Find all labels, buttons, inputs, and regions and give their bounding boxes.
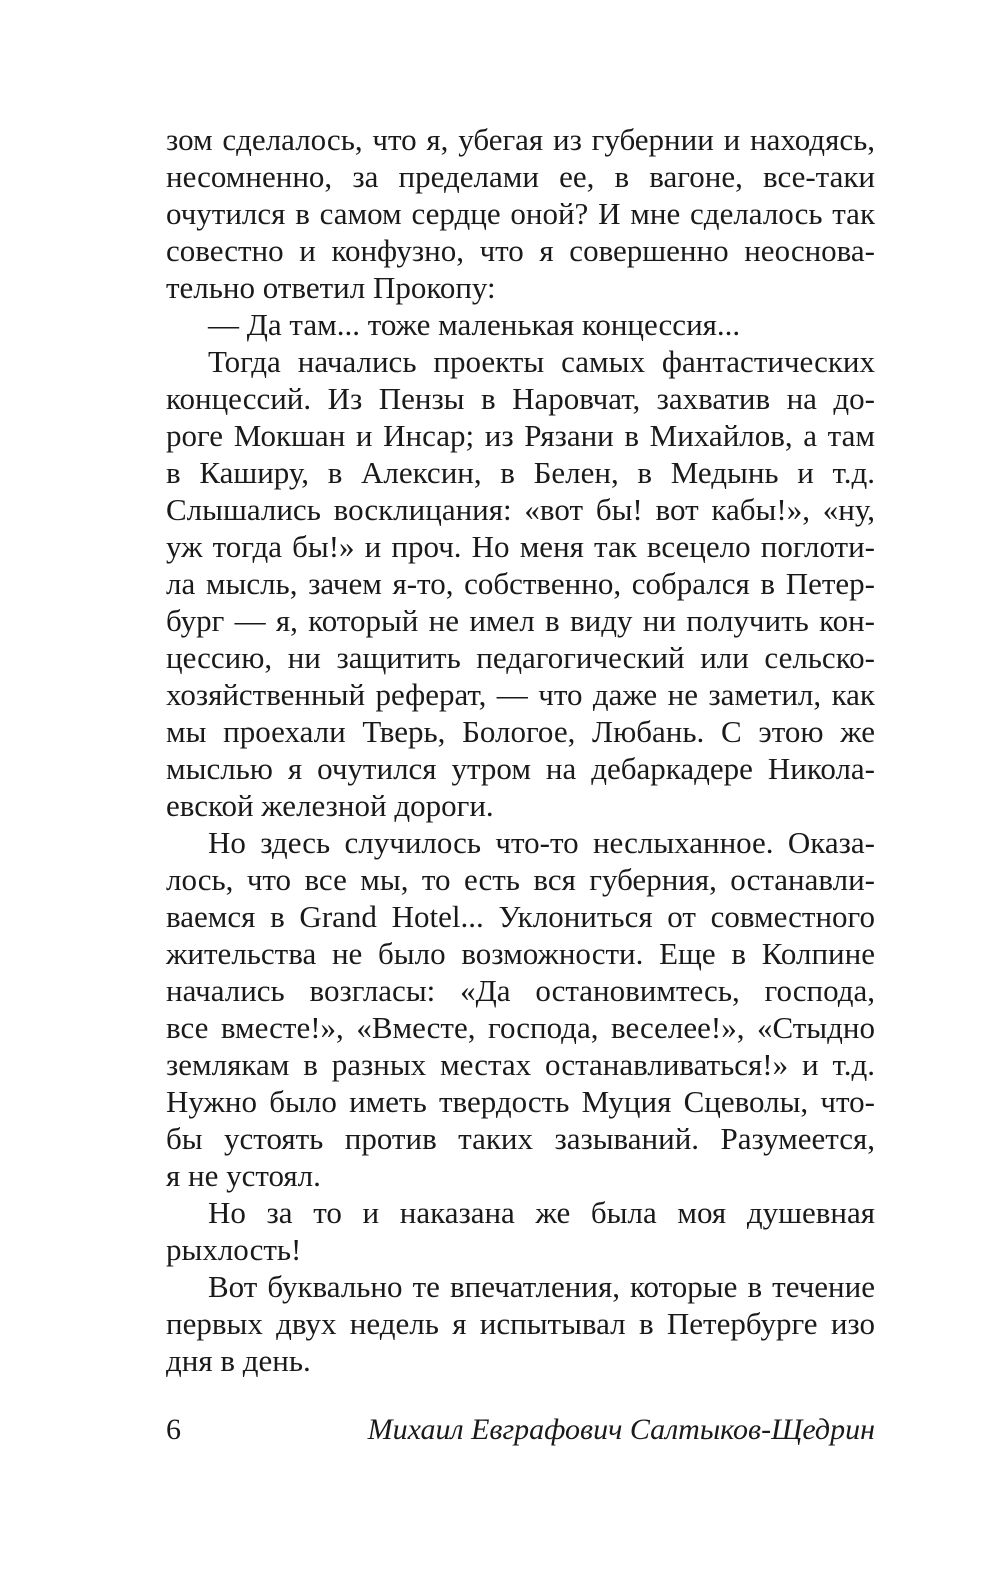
text-line: все вместе!», «Вместе, господа, веселее!», «Стыдно <box>166 1010 875 1045</box>
text-line: жительства не было возможности. Еще в Колпине <box>166 936 875 971</box>
text-line: мыслью я очутился утром на дебаркадере Никола- <box>166 751 875 786</box>
text-line: Но за то и наказана же была моя душевная <box>208 1195 875 1230</box>
text-line: мы проехали Тверь, Бологое, Любань. С этою же <box>166 714 875 749</box>
text-line: бург — я, который не имел в виду ни получить кон- <box>166 603 875 638</box>
text-line: начались возгласы: «Да остановимтесь, господа, <box>166 973 875 1008</box>
text-line: евской железной дороги. <box>166 788 494 823</box>
text-line: Тогда начались проекты самых фантастических <box>208 344 875 379</box>
text-line: дня в день. <box>166 1343 311 1378</box>
text-line: совестно и конфузно, что я совершенно неоснова- <box>166 233 875 268</box>
text-line: несомненно, за пределами ее, в вагоне, все-таки <box>166 159 875 194</box>
text-line: Нужно было иметь твердость Муция Сцеволы, что- <box>166 1084 875 1119</box>
text-line: — Да там... тоже маленькая концессия... <box>208 307 741 342</box>
text-line: в Каширу, в Алексин, в Белен, в Медынь и т.д. <box>166 455 875 490</box>
text-line: первых двух недель я испытывал в Петербурге изо <box>166 1306 875 1341</box>
text-line: цессию, ни защитить педагогический или сельско- <box>166 640 875 675</box>
text-line: зом сделалось, что я, убегая из губернии и находясь, <box>166 122 875 157</box>
page-number: 6 <box>166 1413 181 1446</box>
text-line: Слышались восклицания: «вот бы! вот кабы!», «ну, <box>166 492 875 527</box>
page-footer <box>166 1413 875 1453</box>
running-head-author: Михаил Евграфович Салтыков-Щедрин <box>367 1413 875 1446</box>
body-text <box>166 121 875 1379</box>
text-line: лось, что все мы, то есть вся губерния, останавли- <box>166 862 875 897</box>
text-line: ла мысль, зачем я-то, собственно, собрался в Петер- <box>166 566 875 601</box>
text-line: уж тогда бы!» и проч. Но меня так всецело поглоти- <box>166 529 875 564</box>
text-line: Вот буквально те впечатления, которые в течение <box>208 1269 875 1304</box>
text-line: ваемся в Grand Hotel... Уклониться от совместного <box>166 899 875 934</box>
text-line: тельно ответил Прокопу: <box>166 270 496 305</box>
text-line: концессий. Из Пензы в Наровчат, захватив на до- <box>166 381 875 416</box>
text-line: Но здесь случилось что-то неслыханное. Оказа- <box>208 825 875 860</box>
text-line: землякам в разных местах останавливаться!» и т.д. <box>166 1047 875 1082</box>
text-line: роге Мокшан и Инсар; из Рязани в Михайлов, а там <box>166 418 875 453</box>
text-line: очутился в самом сердце оной? И мне сделалось так <box>166 196 875 231</box>
text-line: бы устоять против таких зазываний. Разумеется, <box>166 1121 875 1156</box>
text-line: я не устоял. <box>166 1158 321 1193</box>
text-line: рыхлость! <box>166 1232 302 1267</box>
text-line: хозяйственный реферат, — что даже не заметил, как <box>166 677 875 712</box>
